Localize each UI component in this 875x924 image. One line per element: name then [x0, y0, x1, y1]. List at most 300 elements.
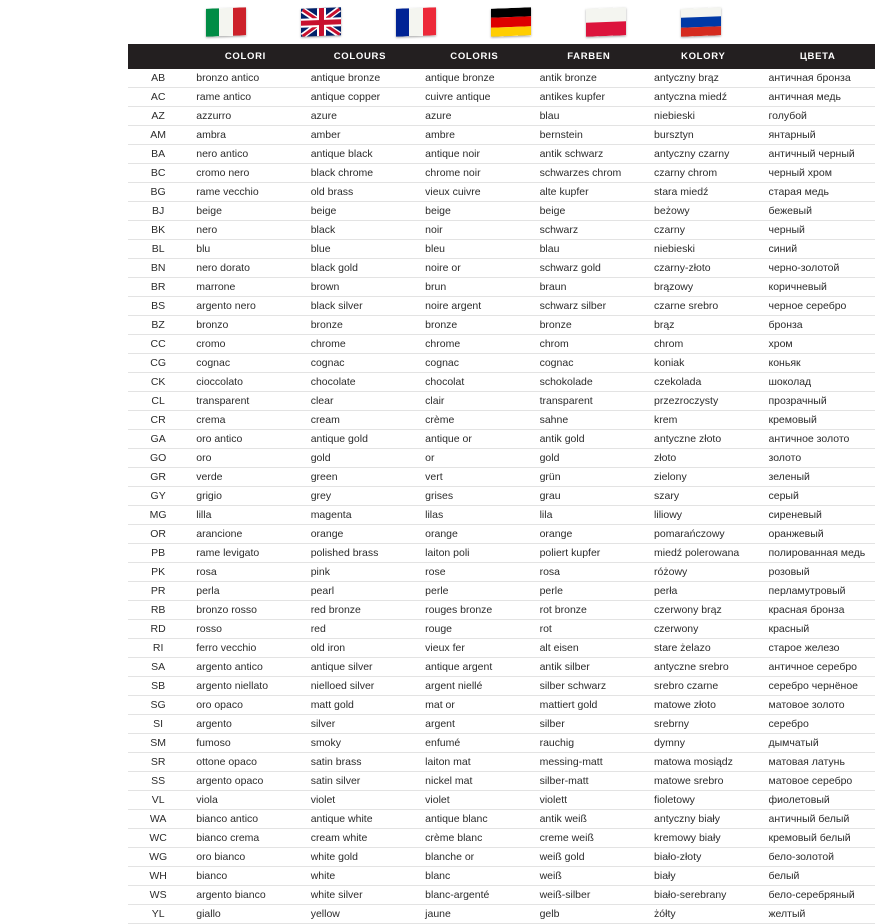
cell-polish: perła: [646, 582, 760, 601]
cell-russian: античное золото: [761, 430, 875, 449]
cell-polish: kremowy biały: [646, 829, 760, 848]
cell-polish: chrom: [646, 335, 760, 354]
cell-english: green: [303, 468, 417, 487]
cell-code: WH: [128, 867, 188, 886]
cell-german: antik schwarz: [532, 145, 646, 164]
cell-russian: коньяк: [761, 354, 875, 373]
table-row: [128, 829, 875, 848]
cell-italian: cromo: [188, 335, 302, 354]
cell-german: poliert kupfer: [532, 544, 646, 563]
cell-english: blue: [303, 240, 417, 259]
cell-french: beige: [417, 202, 531, 221]
cell-russian: красная бронза: [761, 601, 875, 620]
cell-french: rouges bronze: [417, 601, 531, 620]
cell-french: violet: [417, 791, 531, 810]
cell-russian: сиреневый: [761, 506, 875, 525]
cell-russian: старая медь: [761, 183, 875, 202]
cell-italian: fumoso: [188, 734, 302, 753]
cell-french: azure: [417, 107, 531, 126]
table-row: [128, 658, 875, 677]
cell-code: WA: [128, 810, 188, 829]
table-row: [128, 677, 875, 696]
cell-french: bleu: [417, 240, 531, 259]
cell-french: argent niellé: [417, 677, 531, 696]
cell-italian: argento niellato: [188, 677, 302, 696]
cell-french: antique blanc: [417, 810, 531, 829]
cell-italian: beige: [188, 202, 302, 221]
cell-german: antikes kupfer: [532, 88, 646, 107]
cell-russian: черно-золотой: [761, 259, 875, 278]
cell-french: jaune: [417, 905, 531, 924]
cell-polish: stara miedź: [646, 183, 760, 202]
cell-code: WG: [128, 848, 188, 867]
table-row: [128, 430, 875, 449]
table-row: [128, 107, 875, 126]
table-row: [128, 316, 875, 335]
table-row: [128, 601, 875, 620]
table-row: [128, 487, 875, 506]
cell-code: OR: [128, 525, 188, 544]
cell-english: cream: [303, 411, 417, 430]
cell-italian: lilla: [188, 506, 302, 525]
cell-code: BK: [128, 221, 188, 240]
cell-german: alte kupfer: [532, 183, 646, 202]
cell-italian: crema: [188, 411, 302, 430]
cell-italian: azzurro: [188, 107, 302, 126]
cell-german: antik silber: [532, 658, 646, 677]
table-row: [128, 164, 875, 183]
cell-french: laiton mat: [417, 753, 531, 772]
cell-code: YL: [128, 905, 188, 924]
cell-english: orange: [303, 525, 417, 544]
cell-russian: синий: [761, 240, 875, 259]
cell-code: BG: [128, 183, 188, 202]
cell-german: rot bronze: [532, 601, 646, 620]
cell-russian: кремовый белый: [761, 829, 875, 848]
cell-code: RB: [128, 601, 188, 620]
cell-code: BZ: [128, 316, 188, 335]
table-row: [128, 715, 875, 734]
column-header-russian: ЦВЕТА: [761, 44, 875, 69]
column-header-polish: KOLORY: [646, 44, 760, 69]
cell-russian: черный хром: [761, 164, 875, 183]
cell-italian: ambra: [188, 126, 302, 145]
cell-polish: antyczne złoto: [646, 430, 760, 449]
cell-code: GA: [128, 430, 188, 449]
column-header-german: FARBEN: [532, 44, 646, 69]
table-row: [128, 639, 875, 658]
cell-german: schwarz gold: [532, 259, 646, 278]
table-row: [128, 411, 875, 430]
cell-code: CL: [128, 392, 188, 411]
cell-code: PK: [128, 563, 188, 582]
cell-polish: antyczne srebro: [646, 658, 760, 677]
cell-italian: viola: [188, 791, 302, 810]
cell-italian: rosso: [188, 620, 302, 639]
cell-english: black chrome: [303, 164, 417, 183]
cell-russian: матовое серебро: [761, 772, 875, 791]
cell-german: gold: [532, 449, 646, 468]
cell-italian: blu: [188, 240, 302, 259]
cell-english: violet: [303, 791, 417, 810]
cell-polish: czarny-złoto: [646, 259, 760, 278]
cell-french: orange: [417, 525, 531, 544]
cell-code: RD: [128, 620, 188, 639]
cell-german: bronze: [532, 316, 646, 335]
cell-english: white: [303, 867, 417, 886]
table-row: [128, 88, 875, 107]
cell-russian: матовое золото: [761, 696, 875, 715]
cell-code: BA: [128, 145, 188, 164]
table-row: [128, 278, 875, 297]
cell-code: SS: [128, 772, 188, 791]
cell-english: old iron: [303, 639, 417, 658]
cell-code: CK: [128, 373, 188, 392]
table-row: [128, 810, 875, 829]
table-row: [128, 354, 875, 373]
cell-english: antique black: [303, 145, 417, 164]
cell-french: noire argent: [417, 297, 531, 316]
cell-german: schokolade: [532, 373, 646, 392]
cell-russian: янтарный: [761, 126, 875, 145]
cell-french: clair: [417, 392, 531, 411]
flag-cell-uk: [273, 8, 368, 36]
cell-code: CC: [128, 335, 188, 354]
cell-code: AM: [128, 126, 188, 145]
cell-french: chrome: [417, 335, 531, 354]
table-row: [128, 221, 875, 240]
table-row: [128, 696, 875, 715]
cell-code: SM: [128, 734, 188, 753]
table-row: [128, 620, 875, 639]
cell-polish: niebieski: [646, 240, 760, 259]
cell-english: beige: [303, 202, 417, 221]
cell-german: cognac: [532, 354, 646, 373]
cell-code: PB: [128, 544, 188, 563]
cell-italian: rame levigato: [188, 544, 302, 563]
cell-russian: перламутровый: [761, 582, 875, 601]
cell-english: bronze: [303, 316, 417, 335]
cell-german: schwarzes chrom: [532, 164, 646, 183]
column-header-french: COLORIS: [417, 44, 531, 69]
cell-french: perle: [417, 582, 531, 601]
cell-polish: czarny chrom: [646, 164, 760, 183]
cell-italian: argento bianco: [188, 886, 302, 905]
cell-polish: matowe srebro: [646, 772, 760, 791]
cell-german: messing-matt: [532, 753, 646, 772]
cell-polish: dymny: [646, 734, 760, 753]
cell-code: SB: [128, 677, 188, 696]
table-row: [128, 240, 875, 259]
cell-polish: liliowy: [646, 506, 760, 525]
cell-english: black silver: [303, 297, 417, 316]
cell-english: nielloed silver: [303, 677, 417, 696]
cell-italian: bronzo antico: [188, 69, 302, 88]
cell-italian: cioccolato: [188, 373, 302, 392]
cell-german: weiß gold: [532, 848, 646, 867]
table-row: [128, 506, 875, 525]
cell-italian: oro bianco: [188, 848, 302, 867]
cell-german: schwarz silber: [532, 297, 646, 316]
cell-russian: хром: [761, 335, 875, 354]
flags-row: [0, 0, 875, 44]
cell-code: WS: [128, 886, 188, 905]
cell-french: laiton poli: [417, 544, 531, 563]
cell-german: silber: [532, 715, 646, 734]
table-header: [128, 44, 875, 69]
flag-italy-icon: [206, 7, 246, 36]
cell-french: antique noir: [417, 145, 531, 164]
cell-polish: szary: [646, 487, 760, 506]
cell-english: pink: [303, 563, 417, 582]
column-header-italian: COLORI: [188, 44, 302, 69]
cell-german: beige: [532, 202, 646, 221]
cell-code: CR: [128, 411, 188, 430]
cell-polish: antyczny czarny: [646, 145, 760, 164]
cell-english: red bronze: [303, 601, 417, 620]
cell-german: violett: [532, 791, 646, 810]
cell-italian: rame vecchio: [188, 183, 302, 202]
cell-french: vieux cuivre: [417, 183, 531, 202]
cell-german: silber-matt: [532, 772, 646, 791]
cell-code: WC: [128, 829, 188, 848]
cell-russian: серебро: [761, 715, 875, 734]
cell-french: crème: [417, 411, 531, 430]
cell-german: weiß-silber: [532, 886, 646, 905]
cell-polish: czerwony brąz: [646, 601, 760, 620]
cell-italian: oro: [188, 449, 302, 468]
column-header-code: [128, 44, 188, 69]
cell-italian: bianco crema: [188, 829, 302, 848]
cell-english: amber: [303, 126, 417, 145]
table-row: [128, 867, 875, 886]
cell-german: alt eisen: [532, 639, 646, 658]
cell-russian: бело-серебряный: [761, 886, 875, 905]
cell-italian: nero: [188, 221, 302, 240]
cell-code: VL: [128, 791, 188, 810]
cell-french: crème blanc: [417, 829, 531, 848]
cell-code: AZ: [128, 107, 188, 126]
cell-french: blanche or: [417, 848, 531, 867]
cell-french: brun: [417, 278, 531, 297]
cell-polish: beżowy: [646, 202, 760, 221]
cell-code: BR: [128, 278, 188, 297]
cell-italian: bianco antico: [188, 810, 302, 829]
table-row: [128, 468, 875, 487]
table-header-row: [128, 44, 875, 69]
cell-italian: verde: [188, 468, 302, 487]
cell-german: rot: [532, 620, 646, 639]
cell-code: BL: [128, 240, 188, 259]
cell-french: antique bronze: [417, 69, 531, 88]
cell-polish: czarne srebro: [646, 297, 760, 316]
cell-polish: matowe złoto: [646, 696, 760, 715]
flag-cell-germany: [463, 8, 558, 36]
cell-english: black: [303, 221, 417, 240]
cell-german: chrom: [532, 335, 646, 354]
cell-code: BC: [128, 164, 188, 183]
cell-polish: matowa mosiądz: [646, 753, 760, 772]
cell-french: bronze: [417, 316, 531, 335]
cell-italian: arancione: [188, 525, 302, 544]
cell-russian: матовая латунь: [761, 753, 875, 772]
flag-france-icon: [396, 7, 436, 36]
cell-italian: nero antico: [188, 145, 302, 164]
cell-russian: бело-золотой: [761, 848, 875, 867]
flag-cell-france: [368, 8, 463, 36]
table-row: [128, 183, 875, 202]
cell-code: BN: [128, 259, 188, 278]
table-row: [128, 848, 875, 867]
cell-german: antik gold: [532, 430, 646, 449]
cell-russian: зеленый: [761, 468, 875, 487]
flag-united-kingdom-icon: [301, 7, 341, 36]
table-row: [128, 563, 875, 582]
cell-italian: nero dorato: [188, 259, 302, 278]
cell-french: antique or: [417, 430, 531, 449]
cell-english: old brass: [303, 183, 417, 202]
cell-french: cuivre antique: [417, 88, 531, 107]
cell-english: yellow: [303, 905, 417, 924]
cell-german: blau: [532, 107, 646, 126]
cell-english: polished brass: [303, 544, 417, 563]
cell-russian: дымчатый: [761, 734, 875, 753]
cell-code: SA: [128, 658, 188, 677]
cell-english: cream white: [303, 829, 417, 848]
cell-english: red: [303, 620, 417, 639]
cell-code: RI: [128, 639, 188, 658]
table-row: [128, 905, 875, 924]
cell-polish: żółty: [646, 905, 760, 924]
cell-polish: krem: [646, 411, 760, 430]
cell-french: cognac: [417, 354, 531, 373]
cell-polish: różowy: [646, 563, 760, 582]
color-translation-table: [128, 44, 875, 924]
table-row: [128, 392, 875, 411]
cell-german: perle: [532, 582, 646, 601]
cell-russian: черное серебро: [761, 297, 875, 316]
cell-english: chrome: [303, 335, 417, 354]
cell-english: grey: [303, 487, 417, 506]
cell-polish: brązowy: [646, 278, 760, 297]
table-row: [128, 772, 875, 791]
cell-english: gold: [303, 449, 417, 468]
cell-russian: оранжевый: [761, 525, 875, 544]
cell-german: braun: [532, 278, 646, 297]
cell-german: blau: [532, 240, 646, 259]
cell-english: azure: [303, 107, 417, 126]
cell-german: orange: [532, 525, 646, 544]
cell-russian: золото: [761, 449, 875, 468]
cell-polish: fioletowy: [646, 791, 760, 810]
table-row: [128, 753, 875, 772]
cell-italian: bronzo rosso: [188, 601, 302, 620]
cell-russian: бежевый: [761, 202, 875, 221]
flag-russia-icon: [681, 7, 721, 36]
cell-polish: biało-serebrany: [646, 886, 760, 905]
table-row: [128, 525, 875, 544]
cell-german: antik bronze: [532, 69, 646, 88]
cell-french: vert: [417, 468, 531, 487]
cell-french: rose: [417, 563, 531, 582]
table-row: [128, 259, 875, 278]
table-row: [128, 202, 875, 221]
flag-cell-poland: [558, 8, 653, 36]
cell-french: ambre: [417, 126, 531, 145]
cell-code: BJ: [128, 202, 188, 221]
cell-code: PR: [128, 582, 188, 601]
cell-code: AC: [128, 88, 188, 107]
cell-english: cognac: [303, 354, 417, 373]
cell-english: antique gold: [303, 430, 417, 449]
cell-code: SR: [128, 753, 188, 772]
cell-german: rosa: [532, 563, 646, 582]
cell-code: GY: [128, 487, 188, 506]
cell-russian: античная бронза: [761, 69, 875, 88]
cell-code: BS: [128, 297, 188, 316]
cell-italian: rosa: [188, 563, 302, 582]
cell-polish: srebro czarne: [646, 677, 760, 696]
cell-russian: античная медь: [761, 88, 875, 107]
cell-french: mat or: [417, 696, 531, 715]
cell-german: schwarz: [532, 221, 646, 240]
cell-english: brown: [303, 278, 417, 297]
column-header-english: COLOURS: [303, 44, 417, 69]
cell-italian: cromo nero: [188, 164, 302, 183]
table-row: [128, 335, 875, 354]
cell-russian: бронза: [761, 316, 875, 335]
cell-russian: античный черный: [761, 145, 875, 164]
cell-german: grün: [532, 468, 646, 487]
cell-polish: stare żelazo: [646, 639, 760, 658]
cell-polish: czarny: [646, 221, 760, 240]
table-row: [128, 544, 875, 563]
cell-italian: bianco: [188, 867, 302, 886]
table-row: [128, 373, 875, 392]
cell-french: grises: [417, 487, 531, 506]
cell-french: enfumé: [417, 734, 531, 753]
cell-french: or: [417, 449, 531, 468]
cell-english: antique white: [303, 810, 417, 829]
cell-french: rouge: [417, 620, 531, 639]
flag-cell-italy: [178, 8, 273, 36]
cell-english: clear: [303, 392, 417, 411]
cell-english: matt gold: [303, 696, 417, 715]
flag-germany-icon: [491, 7, 531, 36]
table-row: [128, 69, 875, 88]
cell-german: antik weiß: [532, 810, 646, 829]
cell-english: antique copper: [303, 88, 417, 107]
cell-italian: argento antico: [188, 658, 302, 677]
table-row: [128, 145, 875, 164]
cell-code: AB: [128, 69, 188, 88]
cell-german: lila: [532, 506, 646, 525]
cell-italian: oro antico: [188, 430, 302, 449]
cell-french: noir: [417, 221, 531, 240]
cell-english: silver: [303, 715, 417, 734]
cell-polish: złoto: [646, 449, 760, 468]
cell-russian: кремовый: [761, 411, 875, 430]
cell-english: black gold: [303, 259, 417, 278]
cell-russian: фиолетовый: [761, 791, 875, 810]
cell-russian: серебро чернёное: [761, 677, 875, 696]
cell-italian: argento: [188, 715, 302, 734]
cell-french: noire or: [417, 259, 531, 278]
cell-russian: розовый: [761, 563, 875, 582]
cell-russian: античный белый: [761, 810, 875, 829]
cell-french: chrome noir: [417, 164, 531, 183]
cell-french: nickel mat: [417, 772, 531, 791]
